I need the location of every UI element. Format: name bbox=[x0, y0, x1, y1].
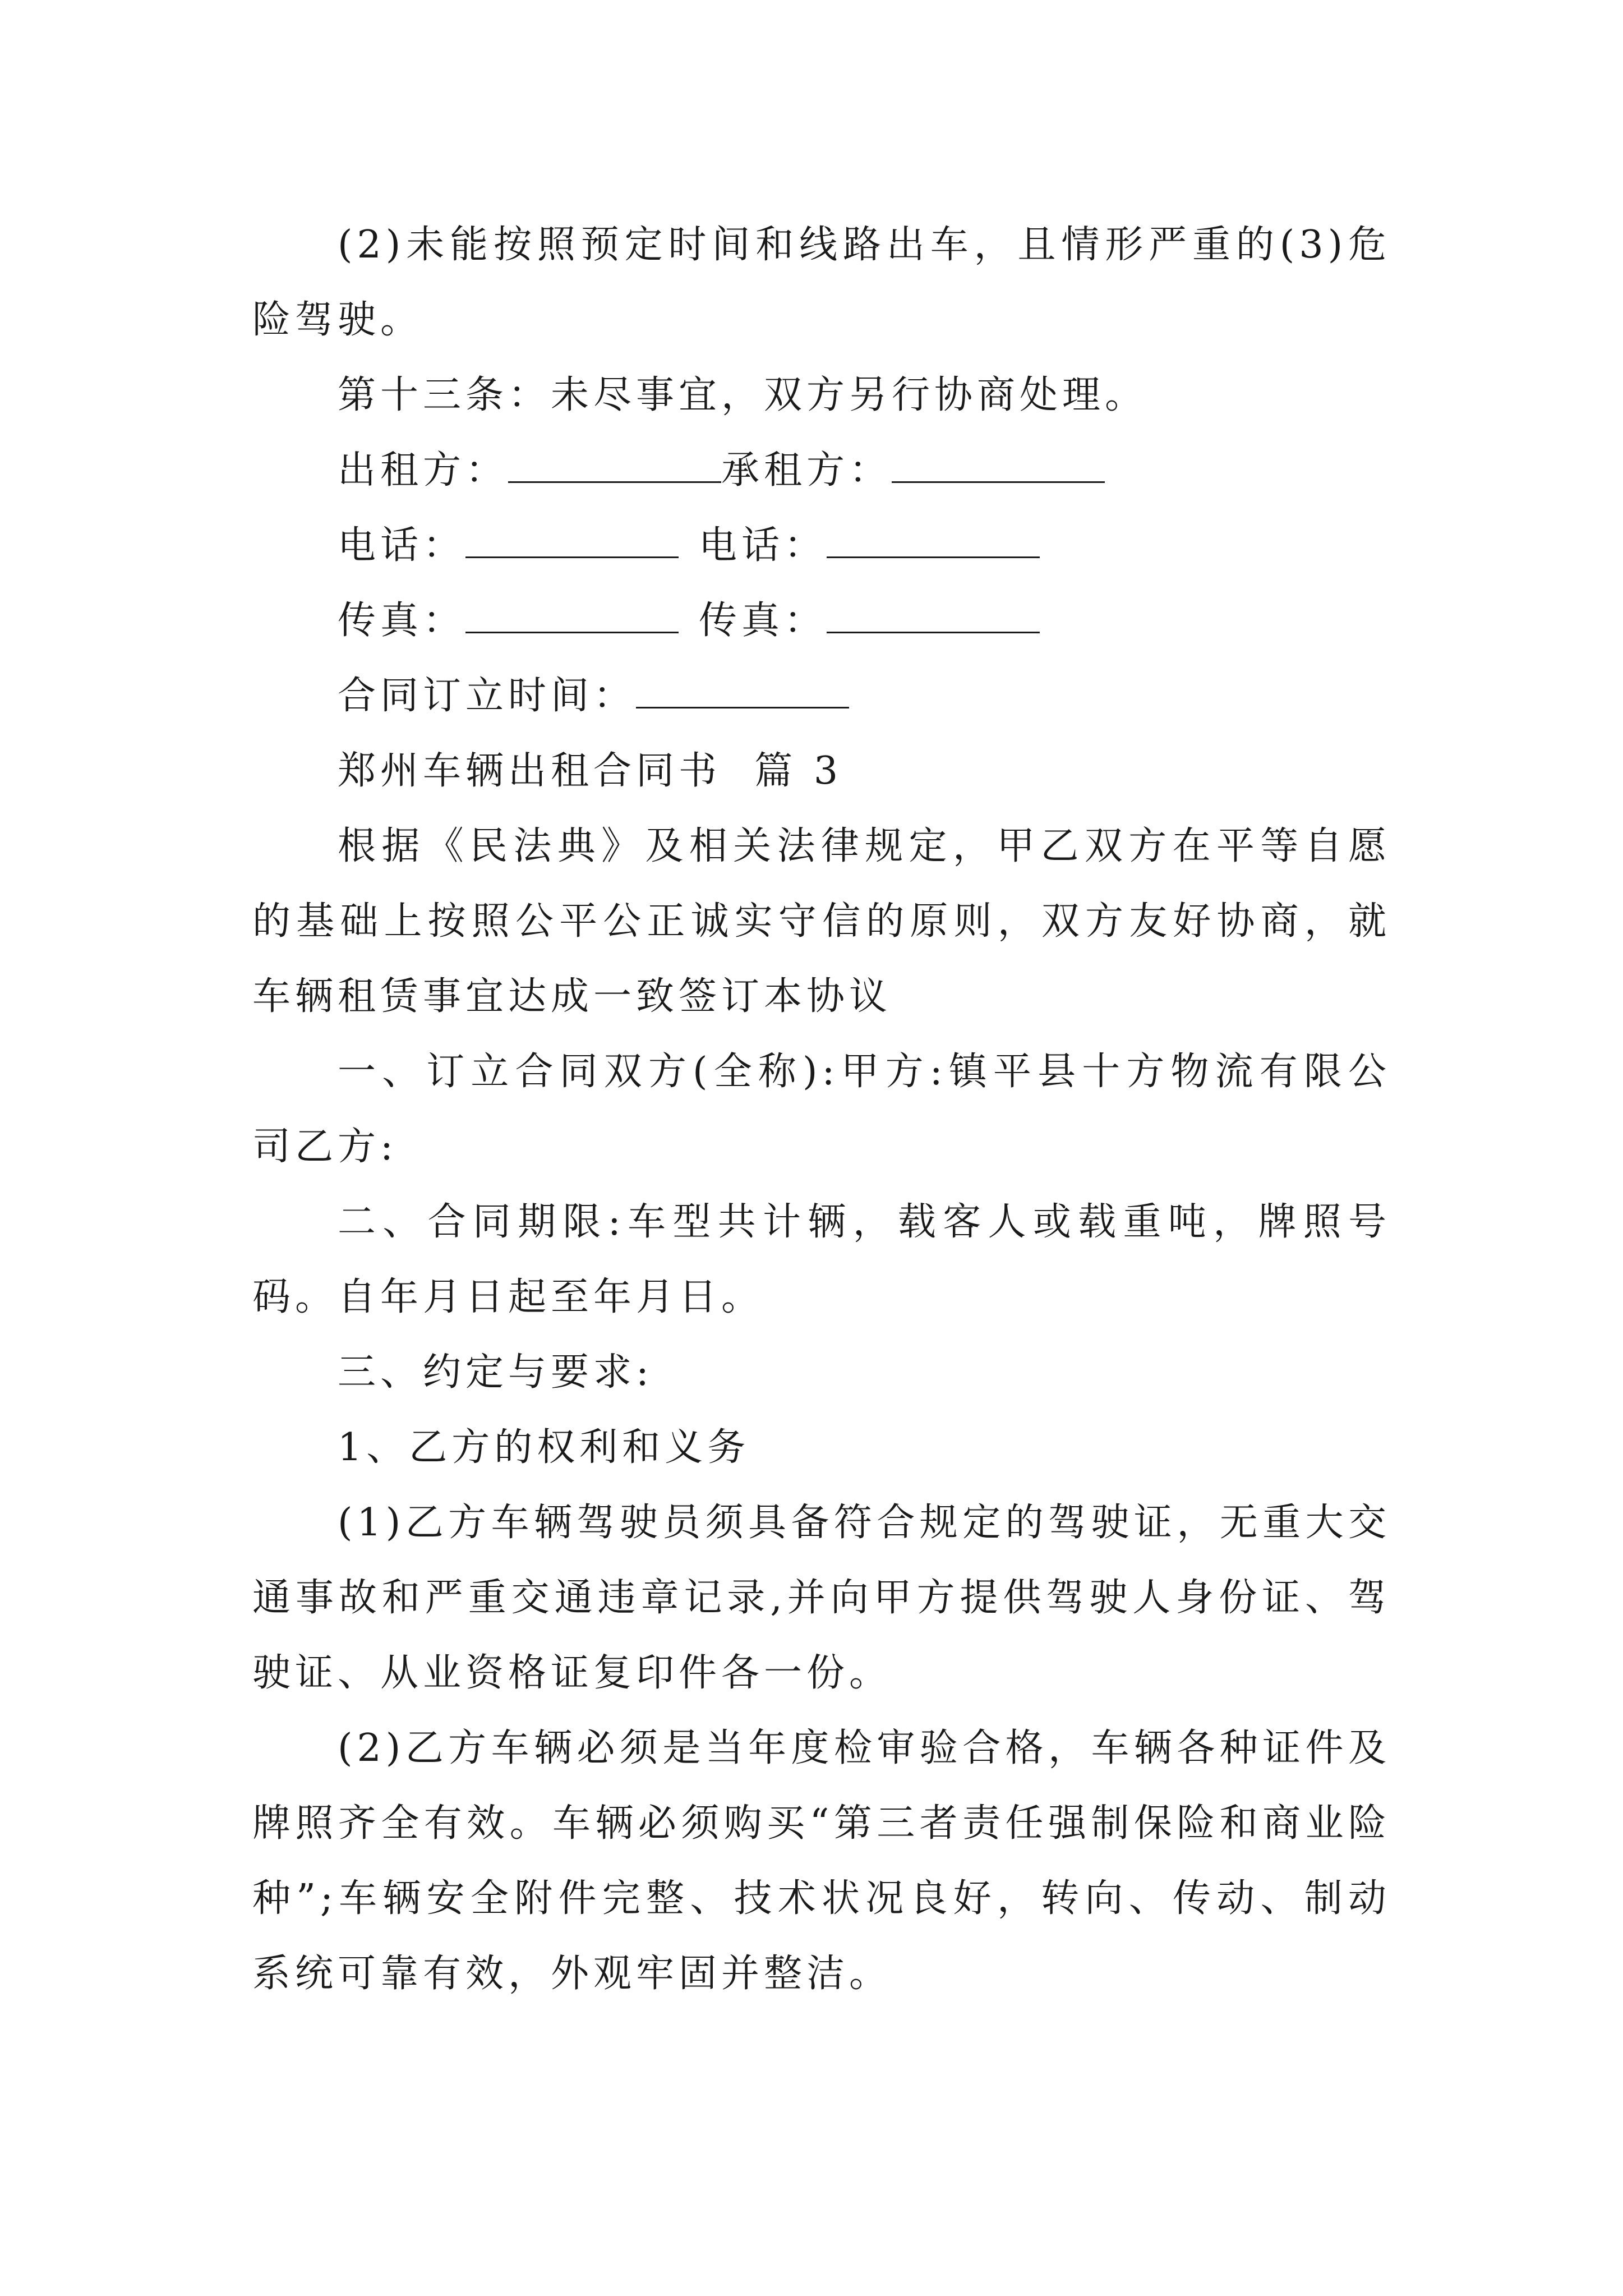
paragraph-driver-license: (1)乙方车辆驾驶员须具备符合规定的驾驶证，无重大交通事故和严重交通违章记录,并向甲方提供驾驶人身份证、驾驶证、从业资格证复印件各一份。 bbox=[252, 1501, 1391, 1695]
paragraph-article-13: 第十三条：未尽事宜，双方另行协商处理。 bbox=[338, 373, 1148, 417]
signature-row-fax bbox=[252, 583, 1391, 659]
fax-blank-lessee bbox=[827, 589, 1040, 633]
paragraph-requirements-heading: 三、约定与要求: bbox=[338, 1350, 653, 1395]
paragraph-term: 二、合同期限:车型共计辆，载客人或载重吨，牌照号码。自年月日起至年月日。 bbox=[252, 1200, 1391, 1319]
fax-blank-lessor bbox=[465, 589, 679, 633]
section-title: 郑州车辆出租合同书 篇 3 bbox=[338, 749, 843, 793]
contract-date-label: 合同订立时间： bbox=[338, 674, 637, 718]
paragraph-parties: 一、订立合同双方(全称):甲方:镇平县十方物流有限公司乙方: bbox=[252, 1050, 1391, 1169]
fax-label-lessor: 传真： bbox=[338, 599, 466, 643]
signature-row-date bbox=[252, 659, 1391, 734]
phone-label-lessee: 电话： bbox=[699, 523, 827, 568]
document-body bbox=[252, 208, 1391, 2012]
paragraph-violation-clause: (2)未能按照预定时间和线路出车，且情形严重的(3)危险驾驶。 bbox=[252, 223, 1391, 342]
signature-row-parties bbox=[252, 433, 1391, 508]
paragraph-vehicle-inspection: (2)乙方车辆必须是当年度检审验合格，车辆各种证件及牌照齐全有效。车辆必须购买“第三者责任强制保险和商业险种”;车辆安全附件完整、技术状况良好，转向、传动、制动系统可靠有效，外观牢固并整洁。 bbox=[252, 1726, 1391, 1996]
phone-blank-lessor bbox=[465, 514, 679, 558]
signature-row-phone bbox=[252, 508, 1391, 583]
paragraph-preamble: 根据《民法典》及相关法律规定，甲乙双方在平等自愿的基础上按照公平公正诚实守信的原则，双方友好协商，就车辆租赁事宜达成一致签订本协议 bbox=[252, 824, 1391, 1019]
lessor-blank bbox=[508, 439, 721, 483]
lessee-label: 承租方： bbox=[721, 448, 892, 493]
paragraph-rights-heading: 1、乙方的权利和义务 bbox=[338, 1425, 750, 1470]
contract-date-blank bbox=[636, 664, 849, 708]
lessor-label: 出租方： bbox=[338, 448, 509, 493]
fax-label-lessee: 传真： bbox=[699, 599, 827, 643]
lessee-blank bbox=[892, 439, 1105, 483]
phone-blank-lessee bbox=[827, 514, 1040, 558]
phone-label-lessor: 电话： bbox=[338, 523, 466, 568]
